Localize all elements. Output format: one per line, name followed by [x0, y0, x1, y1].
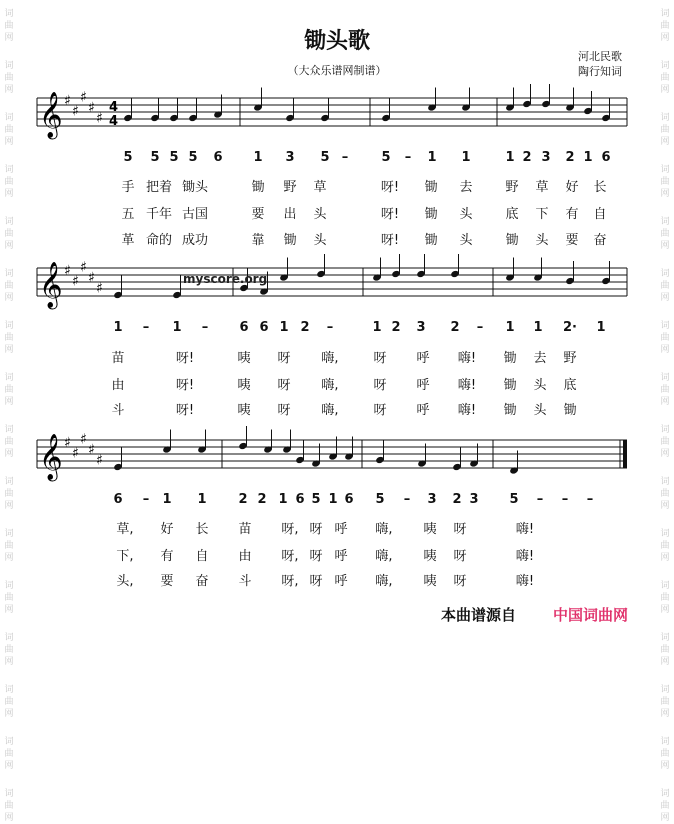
sharp-sign: ♯ — [64, 435, 71, 451]
jianpu-note: – — [586, 492, 594, 507]
lyric-syllable: 嗨, — [321, 378, 339, 393]
lyric-syllable: 自 — [593, 207, 607, 222]
lyric-syllable: 呼 — [334, 549, 348, 564]
lyric-syllable: 头 — [533, 378, 547, 393]
lyric-syllable: 嗨, — [375, 522, 393, 537]
lyric-syllable: 五 — [121, 207, 135, 222]
sharp-sign: ♯ — [72, 273, 79, 290]
sharp-sign: ♯ — [96, 110, 103, 127]
jianpu-note: 5 — [375, 492, 385, 507]
lyric-syllable: 古国 — [181, 207, 208, 222]
lyric-syllable: 嗨! — [515, 574, 535, 589]
lyric-syllable: 嗨, — [321, 403, 339, 418]
sharp-sign: ♯ — [80, 89, 87, 106]
lyric-syllable: 头 — [313, 207, 327, 222]
lyric-syllable: 嗨! — [515, 522, 535, 537]
jianpu-note: 3 — [469, 492, 479, 507]
lyric-syllable: 奋 — [195, 574, 209, 589]
lyric-syllable: 长 — [593, 180, 607, 195]
lyric-syllable: 呀 — [277, 378, 291, 393]
lyric-syllable: 有 — [565, 207, 579, 222]
jianpu-note: – — [536, 492, 544, 507]
jianpu-note: – — [561, 492, 569, 507]
jianpu-note: 1 — [279, 320, 289, 335]
lyric-syllable: 革 — [121, 233, 135, 248]
jianpu-note: 1 — [113, 320, 123, 335]
lyric-syllable: 头 — [459, 207, 473, 222]
jianpu-note: 2· — [563, 320, 577, 335]
sharp-sign: ♯ — [64, 263, 71, 279]
lyric-syllable: 草, — [116, 522, 134, 537]
jianpu-note: – — [341, 150, 349, 165]
lyric-syllable: 斗 — [238, 574, 252, 589]
jianpu-note: – — [201, 320, 209, 335]
jianpu-note: 1 — [583, 150, 593, 165]
lyric-syllable: 呀 — [453, 574, 467, 589]
jianpu-note: – — [142, 492, 150, 507]
lyric-syllable: 靠 — [251, 233, 265, 248]
lyric-syllable: 头 — [459, 233, 473, 248]
jianpu-note: – — [326, 320, 334, 335]
lyric-syllable: 呼 — [334, 522, 348, 537]
jianpu-note: 1 — [172, 320, 182, 335]
lyric-syllable: 呀! — [380, 180, 400, 195]
lyric-syllable: 呼 — [416, 351, 430, 366]
lyric-syllable: 呀 — [309, 574, 323, 589]
time-signature-top: 4 — [109, 100, 119, 115]
lyric-syllable: 呀! — [175, 403, 195, 418]
jianpu-note: 6 — [113, 492, 123, 507]
treble-clef: 𝄞 — [39, 434, 63, 480]
treble-clef: 𝄞 — [39, 92, 63, 138]
jianpu-note: 5 — [381, 150, 391, 165]
jianpu-note: 1 — [372, 320, 382, 335]
lyric-syllable: 苗 — [238, 522, 252, 537]
lyric-syllable: 咦 — [423, 549, 437, 564]
jianpu-note: – — [403, 492, 411, 507]
lyric-syllable: 野 — [283, 180, 297, 195]
sharp-sign: ♯ — [80, 259, 87, 276]
footer-source-site: 中国词曲网 — [553, 606, 629, 624]
lyric-syllable: 好 — [565, 180, 579, 195]
lyric-syllable: 锄 — [563, 403, 577, 418]
lyric-syllable: 呀 — [373, 351, 387, 366]
lyric-syllable: 嗨! — [457, 351, 477, 366]
lyric-syllable: 锄头 — [181, 180, 208, 195]
lyric-syllable: 手 — [121, 180, 135, 195]
jianpu-note: 1 — [533, 320, 543, 335]
lyric-syllable: 嗨, — [321, 351, 339, 366]
lyric-syllable: 锄 — [503, 378, 517, 393]
lyric-syllable: 要 — [565, 233, 579, 248]
lyric-syllable: 头 — [533, 403, 547, 418]
lyric-syllable: 呀! — [380, 207, 400, 222]
jianpu-note: 5 — [123, 150, 133, 165]
lyric-syllable: 下 — [535, 207, 549, 222]
lyric-syllable: 呀 — [453, 522, 467, 537]
jianpu-note: 6 — [344, 492, 354, 507]
lyric-syllable: 呀 — [373, 403, 387, 418]
side-watermark-left: 词 曲 网 词 曲 网 词 曲 网 词 曲 网 词 曲 网 词 曲 网 词 曲 网 词 曲 网 词 曲 网 词 曲 网 词 曲 网 词 曲 网 词 曲 网 词 曲 网 词 曲 网 词 曲 网 — [4, 9, 14, 823]
lyric-syllable: 成功 — [181, 233, 208, 248]
jianpu-note: 6 — [259, 320, 269, 335]
lyric-syllable: 锄 — [424, 233, 438, 248]
lyric-syllable: 要 — [251, 207, 265, 222]
lyric-syllable: 出 — [283, 207, 297, 222]
lyric-syllable: 草 — [313, 180, 327, 195]
jianpu-note: 2 — [391, 320, 401, 335]
jianpu-note: 2 — [452, 492, 462, 507]
lyric-syllable: 呀, — [281, 522, 299, 537]
lyric-syllable: 底 — [505, 207, 519, 222]
jianpu-note: 6 — [239, 320, 249, 335]
sharp-sign: ♯ — [72, 103, 79, 120]
lyric-syllable: 嗨, — [375, 574, 393, 589]
lyric-syllable: 呀, — [281, 574, 299, 589]
lyric-syllable: 嗨, — [375, 549, 393, 564]
sharp-sign: ♯ — [96, 452, 103, 469]
lyric-syllable: 锄 — [251, 180, 265, 195]
lyric-syllable: 锄 — [505, 233, 519, 248]
lyric-syllable: 下, — [116, 549, 134, 564]
lyric-syllable: 由 — [238, 549, 252, 564]
lyric-syllable: 呀 — [373, 378, 387, 393]
lyric-syllable: 自 — [195, 549, 209, 564]
jianpu-note: 5 — [509, 492, 519, 507]
footer-source-label: 本曲谱源自 — [441, 606, 517, 624]
credit-origin: 河北民歌 — [578, 50, 622, 63]
jianpu-note: 1 — [461, 150, 471, 165]
jianpu-note: 3 — [416, 320, 426, 335]
lyric-syllable: 长 — [195, 522, 209, 537]
lyric-syllable: 去 — [533, 351, 547, 366]
jianpu-note: – — [142, 320, 150, 335]
lyric-syllable: 咦 — [423, 574, 437, 589]
lyric-syllable: 斗 — [111, 403, 125, 418]
sharp-sign: ♯ — [88, 100, 95, 116]
jianpu-note: 6 — [295, 492, 305, 507]
jianpu-note: 1 — [427, 150, 437, 165]
lyric-syllable: 呀! — [380, 233, 400, 248]
lyric-syllable: 呀 — [309, 522, 323, 537]
jianpu-note: 2 — [300, 320, 310, 335]
sharp-sign: ♯ — [64, 93, 71, 109]
lyric-syllable: 锄 — [283, 233, 297, 248]
sharp-sign: ♯ — [88, 270, 95, 286]
jianpu-note: 3 — [427, 492, 437, 507]
jianpu-note: 5 — [188, 150, 198, 165]
lyric-syllable: 把着 — [145, 180, 172, 195]
lyric-syllable: 千年 — [145, 207, 172, 222]
jianpu-note: 3 — [541, 150, 551, 165]
lyric-syllable: 呀 — [309, 549, 323, 564]
lyric-syllable: 呀, — [281, 549, 299, 564]
credit-lyricist: 陶行知词 — [578, 65, 622, 78]
jianpu-note: 5 — [320, 150, 330, 165]
lyric-syllable: 底 — [563, 378, 577, 393]
side-watermark-right: 词 曲 网 词 曲 网 词 曲 网 词 曲 网 词 曲 网 词 曲 网 词 曲 网 词 曲 网 词 曲 网 词 曲 网 词 曲 网 词 曲 网 词 曲 网 词 曲 网 词 曲 网 词 曲 网 — [660, 9, 670, 823]
lyric-syllable: 呀 — [453, 549, 467, 564]
jianpu-note: 5 — [169, 150, 179, 165]
jianpu-note: – — [404, 150, 412, 165]
site-watermark: myscore.org — [183, 272, 268, 286]
lyric-syllable: 呼 — [416, 378, 430, 393]
jianpu-note: 1 — [253, 150, 263, 165]
lyric-syllable: 头 — [313, 233, 327, 248]
treble-clef: 𝄞 — [39, 262, 63, 308]
jianpu-note: 1 — [505, 150, 515, 165]
jianpu-note: 3 — [285, 150, 295, 165]
lyric-syllable: 咦 — [237, 378, 251, 393]
sharp-sign: ♯ — [88, 442, 95, 458]
lyric-syllable: 嗨! — [457, 403, 477, 418]
lyric-syllable: 草 — [535, 180, 549, 195]
lyric-syllable: 嗨! — [515, 549, 535, 564]
lyric-syllable: 奋 — [593, 233, 607, 248]
jianpu-note: 2 — [450, 320, 460, 335]
jianpu-note: 1 — [596, 320, 606, 335]
lyric-syllable: 呼 — [334, 574, 348, 589]
lyric-syllable: 呀! — [175, 351, 195, 366]
jianpu-note: 2 — [522, 150, 532, 165]
song-title: 锄头歌 — [303, 29, 370, 54]
jianpu-note: 1 — [197, 492, 207, 507]
lyric-syllable: 呀! — [175, 378, 195, 393]
jianpu-note: 1 — [278, 492, 288, 507]
lyric-syllable: 锄 — [424, 180, 438, 195]
jianpu-note: 2 — [565, 150, 575, 165]
lyric-syllable: 咦 — [237, 403, 251, 418]
sharp-sign: ♯ — [80, 431, 87, 448]
lyric-syllable: 命的 — [145, 233, 172, 248]
jianpu-note: 1 — [162, 492, 172, 507]
jianpu-note: 2 — [257, 492, 267, 507]
lyric-syllable: 苗 — [111, 351, 125, 366]
final-bar-thick — [623, 440, 627, 468]
lyric-syllable: 头, — [116, 574, 134, 589]
time-signature-bottom: 4 — [109, 114, 119, 129]
lyric-syllable: 锄 — [424, 207, 438, 222]
lyric-syllable: 由 — [111, 378, 125, 393]
lyric-syllable: 头 — [535, 233, 549, 248]
lyric-syllable: 嗨! — [457, 378, 477, 393]
lyric-syllable: 野 — [505, 180, 519, 195]
lyric-syllable: 要 — [160, 574, 174, 589]
jianpu-note: 6 — [601, 150, 611, 165]
jianpu-note: 2 — [238, 492, 248, 507]
lyric-syllable: 锄 — [503, 403, 517, 418]
lyric-syllable: 有 — [160, 549, 174, 564]
lyric-syllable: 呀 — [277, 403, 291, 418]
lyric-syllable: 野 — [563, 351, 577, 366]
jianpu-note: 1 — [328, 492, 338, 507]
lyric-syllable: 去 — [459, 180, 473, 195]
lyric-syllable: 咦 — [423, 522, 437, 537]
lyric-syllable: 锄 — [503, 351, 517, 366]
jianpu-note: 6 — [213, 150, 223, 165]
jianpu-note: 5 — [150, 150, 160, 165]
jianpu-note: 1 — [505, 320, 515, 335]
jianpu-note: – — [476, 320, 484, 335]
lyric-syllable: 咦 — [237, 351, 251, 366]
lyric-syllable: 呼 — [416, 403, 430, 418]
sharp-sign: ♯ — [72, 445, 79, 462]
sharp-sign: ♯ — [96, 280, 103, 297]
lyric-syllable: 呀 — [277, 351, 291, 366]
song-subtitle: （大众乐谱网制谱） — [287, 64, 387, 77]
jianpu-note: 5 — [311, 492, 321, 507]
lyric-syllable: 好 — [160, 522, 174, 537]
